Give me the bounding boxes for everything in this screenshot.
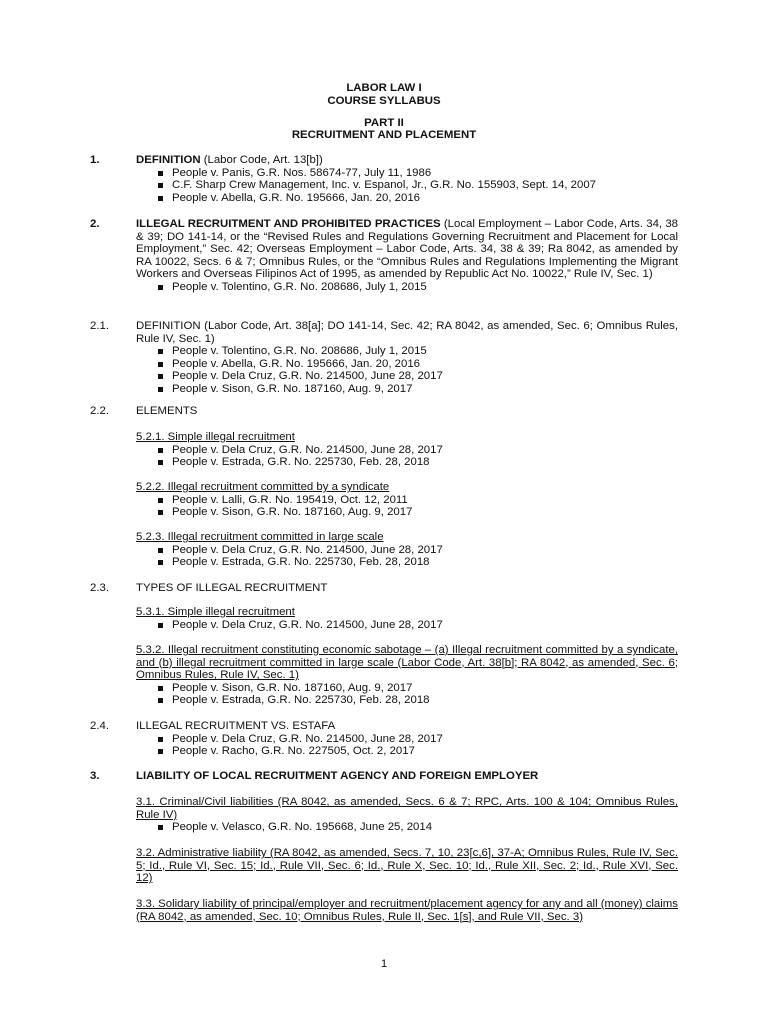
case-item: People v. Dela Cruz, G.R. No. 214500, June 28, 2017 xyxy=(148,733,678,746)
page-number: 1 xyxy=(380,958,388,970)
course-title: LABOR LAW I xyxy=(346,82,422,94)
section-3 xyxy=(90,770,678,783)
part-label: PART II xyxy=(364,117,404,129)
section-title: DEFINITION xyxy=(136,154,201,166)
case-item: C.F. Sharp Crew Management, Inc. v. Espanol, Jr., G.R. No. 155903, Sept. 14, 2007 xyxy=(148,179,678,192)
subsection-3-2 xyxy=(136,847,678,885)
case-item: People v. Sison, G.R. No. 187160, Aug. 9, 2017 xyxy=(148,506,678,519)
case-item: People v. Abella, G.R. No. 195666, Jan. 20, 2016 xyxy=(148,358,678,371)
section-heading: DEFINITION (Labor Code, Art. 38[a]; DO 141-14, Sec. 42; RA 8042, as amended, Sec. 6; Omnibus Rules, Rule IV, Sec. 1) xyxy=(136,320,678,345)
section-number: 2.3. xyxy=(90,582,109,594)
subsection-5-2-1 xyxy=(136,431,678,469)
section-2 xyxy=(90,218,678,294)
case-item: People v. Sison, G.R. No. 187160, Aug. 9, 2017 xyxy=(148,682,678,695)
subsection-5-3-2 xyxy=(136,644,678,707)
part-title: RECRUITMENT AND PLACEMENT xyxy=(291,129,477,141)
case-item: People v. Abella, G.R. No. 195666, Jan. 20, 2016 xyxy=(148,192,678,205)
section-number: 1. xyxy=(90,154,100,166)
subsection-5-2-3 xyxy=(136,531,678,569)
subsection-title: 5.2.2. Illegal recruitment committed by a syndicate xyxy=(136,481,390,493)
section-title: LIABILITY OF LOCAL RECRUITMENT AGENCY AND FOREIGN EMPLOYER xyxy=(136,770,539,782)
section-2-2 xyxy=(90,405,678,418)
subsection-title: 5.3.1. Simple illegal recruitment xyxy=(136,606,295,618)
subsection-title: 5.2.1. Simple illegal recruitment xyxy=(136,431,295,443)
section-heading: ELEMENTS xyxy=(136,405,198,417)
section-number: 2.4. xyxy=(90,720,109,732)
case-item: People v. Dela Cruz, G.R. No. 214500, June 28, 2017 xyxy=(148,444,678,457)
subsection-title: 3.1. Criminal/Civil liabilities (RA 8042, as amended, Secs. 6 & 7; RPC, Arts. 100 & 104; Omnibus Rules, Rule IV) xyxy=(136,796,678,821)
section-1 xyxy=(90,154,678,204)
subsection-title: 3.2. Administrative liability (RA 8042, as amended, Secs. 7, 10, 23[c,6], 37-A; Omnibus Rules, Rule IV, Sec. 5; Id., Rule VI, Sec. 15; Id., Rule VII, Sec. 6; Id., Rule X, Sec. 10; Id., Rule XII, Sec. 2; Id., Rule XVI, Sec. 12) xyxy=(136,847,678,885)
section-heading: ILLEGAL RECRUITMENT VS. ESTAFA xyxy=(136,720,336,732)
section-title: ILLEGAL RECRUITMENT AND PROHIBITED PRACTICES xyxy=(136,218,441,230)
section-number: 2. xyxy=(90,218,100,230)
case-item: People v. Dela Cruz, G.R. No. 214500, June 28, 2017 xyxy=(148,544,678,557)
section-number: 2.1. xyxy=(90,320,109,332)
subsection-title: 5.2.3. Illegal recruitment committed in large scale xyxy=(136,531,384,543)
section-citation: (Labor Code, Art. 13[b]) xyxy=(200,154,323,166)
subsection-title: 3.3. Solidary liability of principal/employer and recruitment/placement agency for any and all (money) claims (RA 8042, as amended, Sec. 10; Omnibus Rules, Rule II, Sec. 1[s], and Rule VII, Sec. 3) xyxy=(136,898,678,923)
case-item: People v. Racho, G.R. No. 227505, Oct. 2, 2017 xyxy=(148,745,678,758)
section-heading: TYPES OF ILLEGAL RECRUITMENT xyxy=(136,582,328,594)
section-number: 2.2. xyxy=(90,405,109,417)
case-item: People v. Velasco, G.R. No. 195668, June 25, 2014 xyxy=(148,821,678,834)
section-2-4 xyxy=(90,720,678,758)
section-2-1 xyxy=(90,320,678,396)
case-item: People v. Lalli, G.R. No. 195419, Oct. 12, 2011 xyxy=(148,494,678,507)
subsection-title: 5.3.2. Illegal recruitment constituting economic sabotage – (a) Illegal recruitment committed by a syndicate, and (b) illegal recruitment committed in large scale (Labor Code, Art. 38[b]; RA 8042, as amended, Sec. 6; Omnibus Rules, Rule IV, Sec. 1) xyxy=(136,644,678,682)
course-subtitle: COURSE SYLLABUS xyxy=(327,95,441,107)
case-item: People v. Estrada, G.R. No. 225730, Feb. 28, 2018 xyxy=(148,694,678,707)
case-item: People v. Estrada, G.R. No. 225730, Feb. 28, 2018 xyxy=(148,556,678,569)
section-number: 3. xyxy=(90,770,100,782)
subsection-5-3-1 xyxy=(136,606,678,631)
case-item: People v. Tolentino, G.R. No. 208686, July 1, 2015 xyxy=(148,345,678,358)
subsection-5-2-2 xyxy=(136,481,678,519)
case-item: People v. Dela Cruz, G.R. No. 214500, June 28, 2017 xyxy=(148,619,678,632)
case-item: People v. Tolentino, G.R. No. 208686, July 1, 2015 xyxy=(148,281,678,294)
case-item: People v. Dela Cruz, G.R. No. 214500, June 28, 2017 xyxy=(148,370,678,383)
subsection-3-1 xyxy=(136,796,678,834)
case-item: People v. Estrada, G.R. No. 225730, Feb. 28, 2018 xyxy=(148,456,678,469)
case-item: People v. Sison, G.R. No. 187160, Aug. 9, 2017 xyxy=(148,383,678,396)
case-item: People v. Panis, G.R. Nos. 58674-77, July 11, 1986 xyxy=(148,167,678,180)
subsection-3-3 xyxy=(136,898,678,923)
section-2-3 xyxy=(90,582,678,595)
section-citation: (Local Employment – Labor Code, Arts. 34, 38 & 39; DO 141-14, or the “Revised Rules and Regulations Governing Recruitment and Placement for Local Employment,” Sec. 42; Overseas Employment – Labor Code, Arts. 34, 38 & 39; Ra 8042, as amended by RA 10022, Secs. 6 & 7; Omnibus Rules, or the “Omnibus Rules and Regulations Implementing the Migrant Workers and Overseas Filipinos Act of 1995, as amended by Republic Act No. 10022,” Rule IV, Sec. 1) xyxy=(136,218,678,281)
